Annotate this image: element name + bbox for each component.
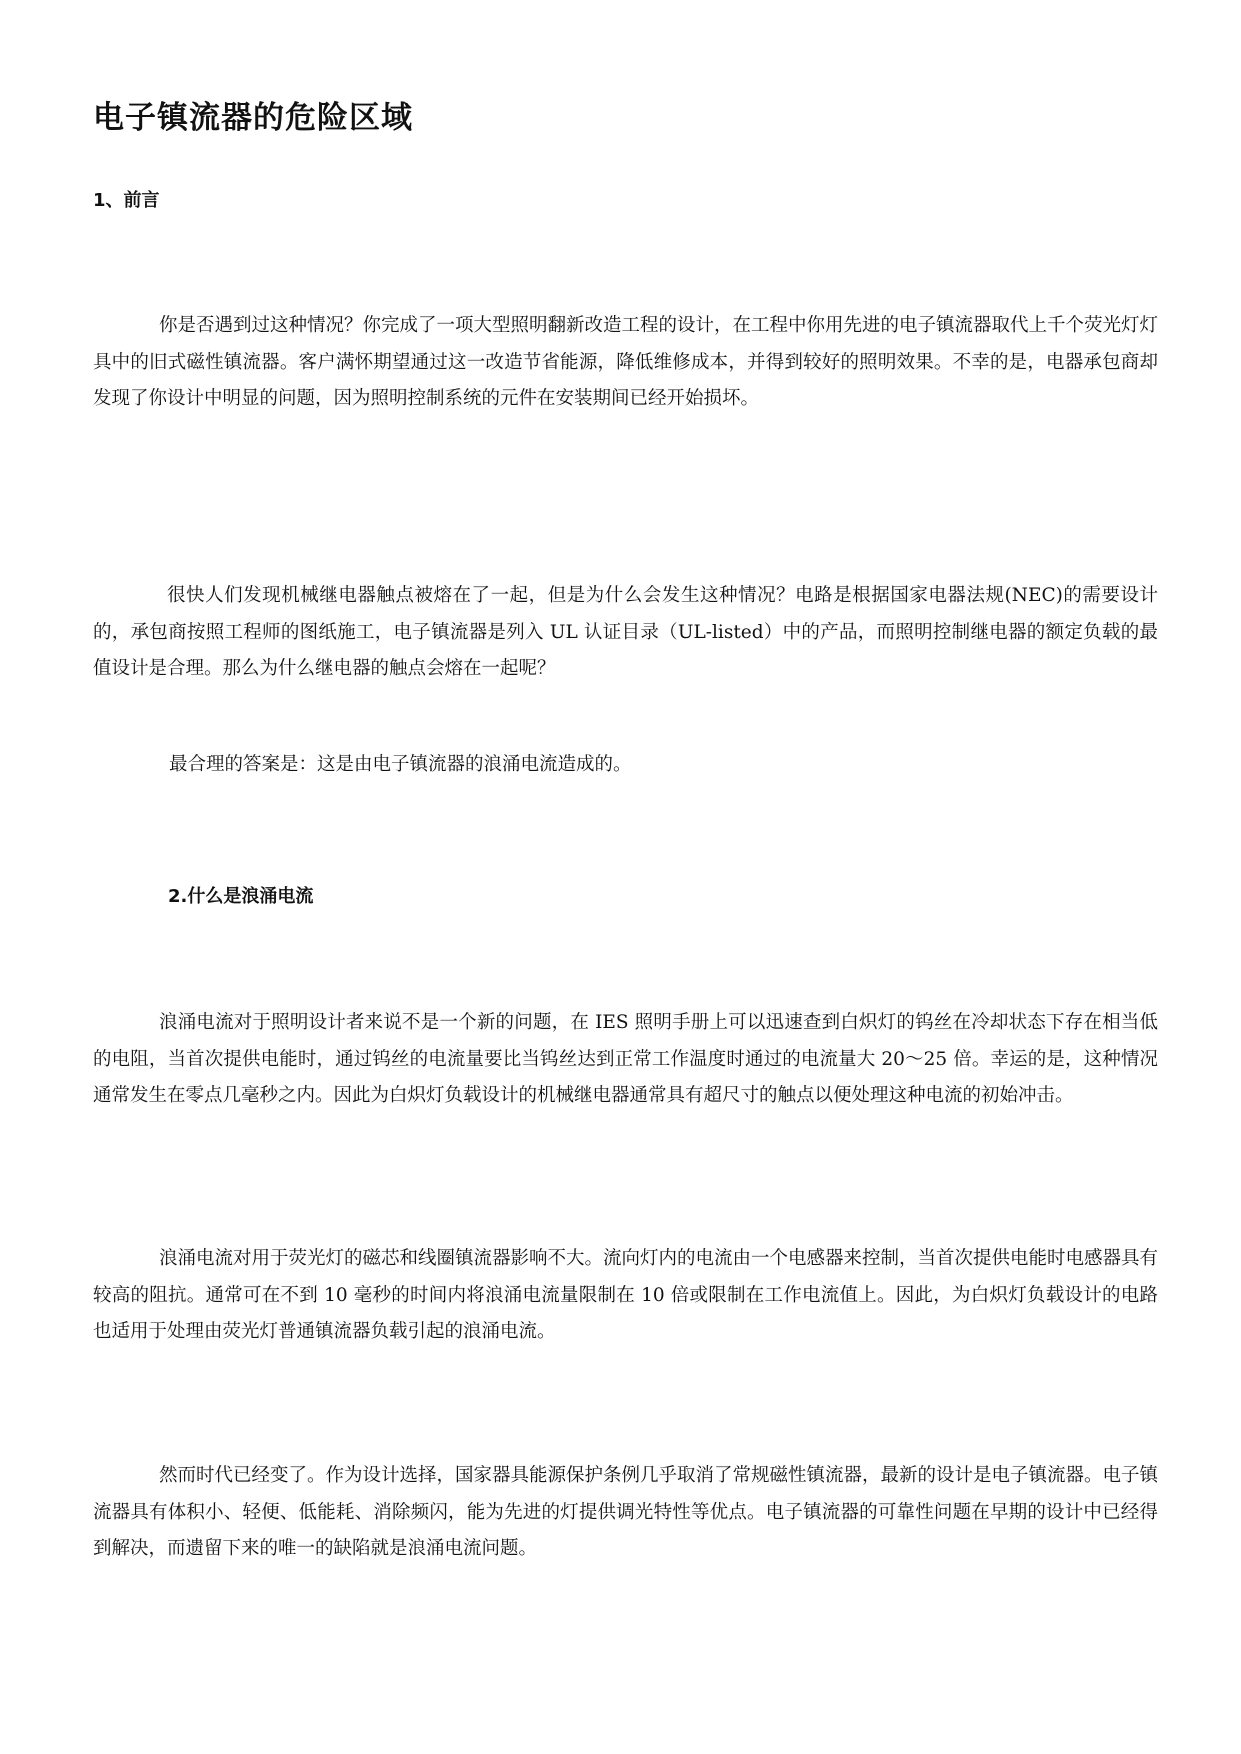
- paragraph-1: 你是否遇到过这种情况？你完成了一项大型照明翻新改造工程的设计，在工程中你用先进的电子镇流器取代上千个荧光灯灯具中的旧式磁性镇流器。客户满怀期望通过这一改造节省能源，降低维修成本，并得到较好的照明效果。不幸的是，电器承包商却发现了你设计中明显的问题，因为照明控制系统的元件在安装期间已经开始损坏。: [93, 315, 1159, 409]
- section-heading-inrush-current: 2.什么是浪涌电流: [168, 886, 314, 907]
- paragraph-3: 最合理的答案是：这是由电子镇流器的浪涌电流造成的。: [169, 754, 632, 775]
- paragraph-6: 然而时代已经变了。作为设计选择，国家器具能源保护条例几乎取消了常规磁性镇流器，最新的设计是电子镇流器。电子镇流器具有体积小、轻便、低能耗、消除频闪，能为先进的灯提供调光特性等优点。电子镇流器的可靠性问题在早期的设计中已经得到解决，而遗留下来的唯一的缺陷就是浪涌电流问题。: [93, 1465, 1159, 1559]
- paragraph-4: 浪涌电流对于照明设计者来说不是一个新的问题，在 IES 照明手册上可以迅速查到白炽灯的钨丝在冷却状态下存在相当低的电阻，当首次提供电能时，通过钨丝的电流量要比当钨丝达到正常工作温度时通过的电流量大 20～25 倍。幸运的是，这种情况通常发生在零点几毫秒之内。因此为白炽灯负载设计的机械继电器通常具有超尺寸的触点以便处理这种电流的初始冲击。: [93, 1012, 1158, 1106]
- section-heading-introduction: 1、前言: [93, 190, 160, 211]
- paragraph-5: 浪涌电流对用于荧光灯的磁芯和线圈镇流器影响不大。流向灯内的电流由一个电感器来控制，当首次提供电能时电感器具有较高的阻抗。通常可在不到 10 毫秒的时间内将浪涌电流量限制在 10 倍或限制在工作电流值上。因此，为白炽灯负载设计的电路也适用于处理由荧光灯普通镇流器负载引起的浪涌电流。: [93, 1248, 1159, 1342]
- document-title: 电子镇流器的危险区域: [93, 100, 413, 136]
- paragraph-2: 很快人们发现机械继电器触点被熔在了一起，但是为什么会发生这种情况？电路是根据国家电器法规(NEC)的需要设计的，承包商按照工程师的图纸施工，电子镇流器是列入 UL 认证目录（UL-listed）中的产品，而照明控制继电器的额定负载的最值设计是合理。那么为什么继电器的触点会熔在一起呢？: [93, 585, 1158, 679]
